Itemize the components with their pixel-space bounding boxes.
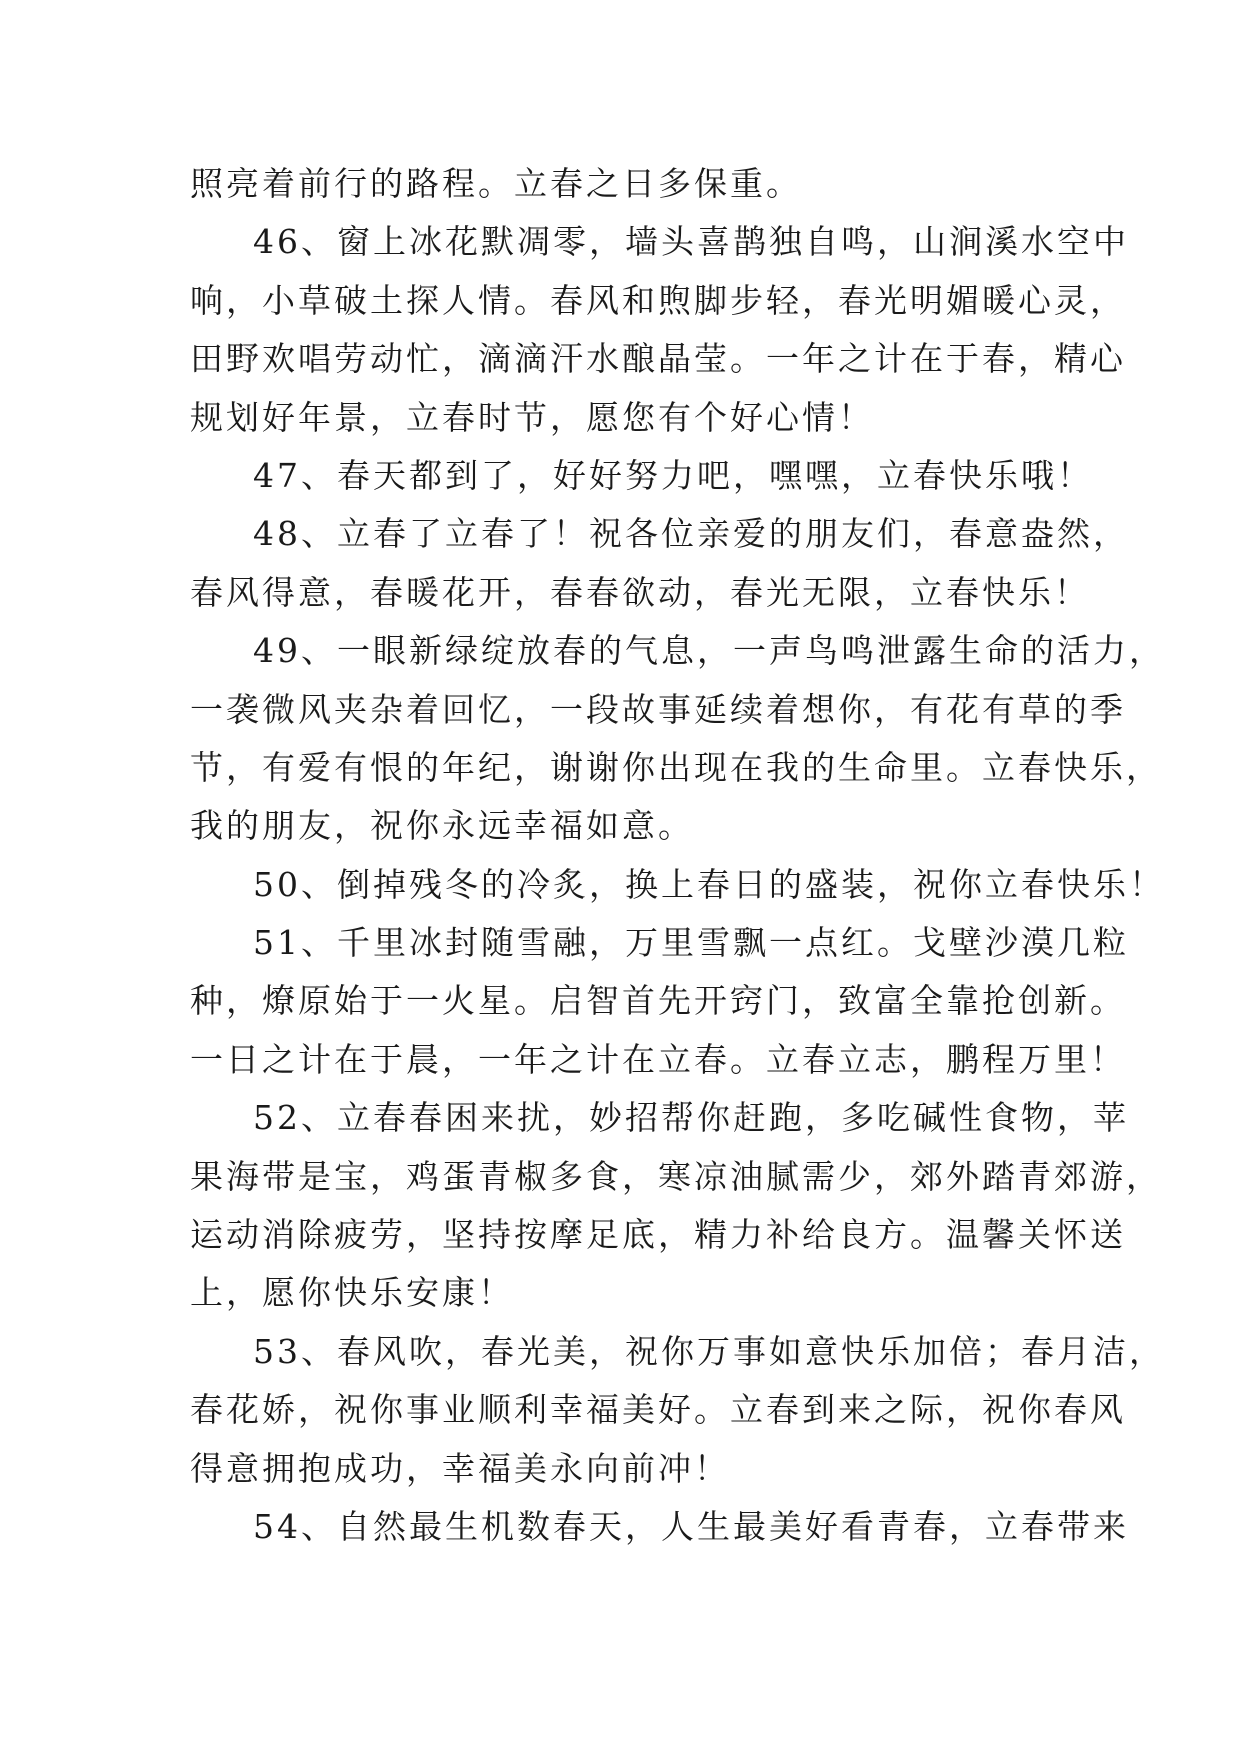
text-line: 种，燎原始于一火星。启智首先开窍门，致富全靠抢创新。: [190, 981, 1126, 1021]
text-line: 果海带是宝，鸡蛋青椒多食，寒凉油腻需少，郊外踏青郊游，: [190, 1156, 1162, 1196]
text-line: 46、窗上冰花默凋零，墙头喜鹊独自鸣，山涧溪水空中: [253, 222, 1129, 262]
text-line: 一袭微风夹杂着回忆，一段故事延续着想你，有花有草的季: [190, 689, 1126, 729]
text-line: 49、一眼新绿绽放春的气息，一声鸟鸣泄露生命的活力，: [253, 631, 1165, 671]
text-line: 规划好年景，立春时节，愿您有个好心情！: [190, 397, 874, 437]
text-line: 一日之计在于晨，一年之计在立春。立春立志，鹏程万里！: [190, 1039, 1126, 1079]
text-line: 春风得意，春暖花开，春春欲动，春光无限，立春快乐！: [190, 572, 1090, 612]
text-line: 运动消除疲劳，坚持按摩足底，精力补给良方。温馨关怀送: [190, 1215, 1126, 1255]
text-line: 响，小草破土探人情。春风和煦脚步轻，春光明媚暖心灵，: [190, 280, 1126, 320]
text-line: 得意拥抱成功，幸福美永向前冲！: [190, 1448, 730, 1488]
text-line: 上，愿你快乐安康！: [190, 1273, 514, 1313]
text-line: 照亮着前行的路程。立春之日多保重。: [190, 164, 802, 203]
text-line: 50、倒掉残冬的冷炙，换上春日的盛装，祝你立春快乐！: [253, 864, 1165, 904]
text-line: 我的朋友，祝你永远幸福如意。: [190, 806, 694, 846]
text-line: 48、立春了立春了！祝各位亲爱的朋友们，春意盎然，: [253, 514, 1129, 554]
document-body: [190, 155, 1165, 1556]
text-line: 田野欢唱劳动忙，滴滴汗水酿晶莹。一年之计在于春，精心: [190, 339, 1126, 379]
text-line: 51、千里冰封随雪融，万里雪飘一点红。戈壁沙漠几粒: [253, 923, 1129, 963]
text-line: 节，有爱有恨的年纪，谢谢你出现在我的生命里。立春快乐，: [190, 747, 1162, 787]
text-line: 54、自然最生机数春天，人生最美好看青春，立春带来: [253, 1506, 1129, 1546]
text-line: 53、春风吹，春光美，祝你万事如意快乐加倍；春月洁，: [253, 1331, 1165, 1371]
text-line: 52、立春春困来扰，妙招帮你赶跑，多吃碱性食物，苹: [253, 1098, 1129, 1138]
text-line: 47、春天都到了，好好努力吧，嘿嘿，立春快乐哦！: [253, 455, 1093, 495]
text-line: 春花娇，祝你事业顺利幸福美好。立春到来之际，祝你春风: [190, 1390, 1126, 1430]
